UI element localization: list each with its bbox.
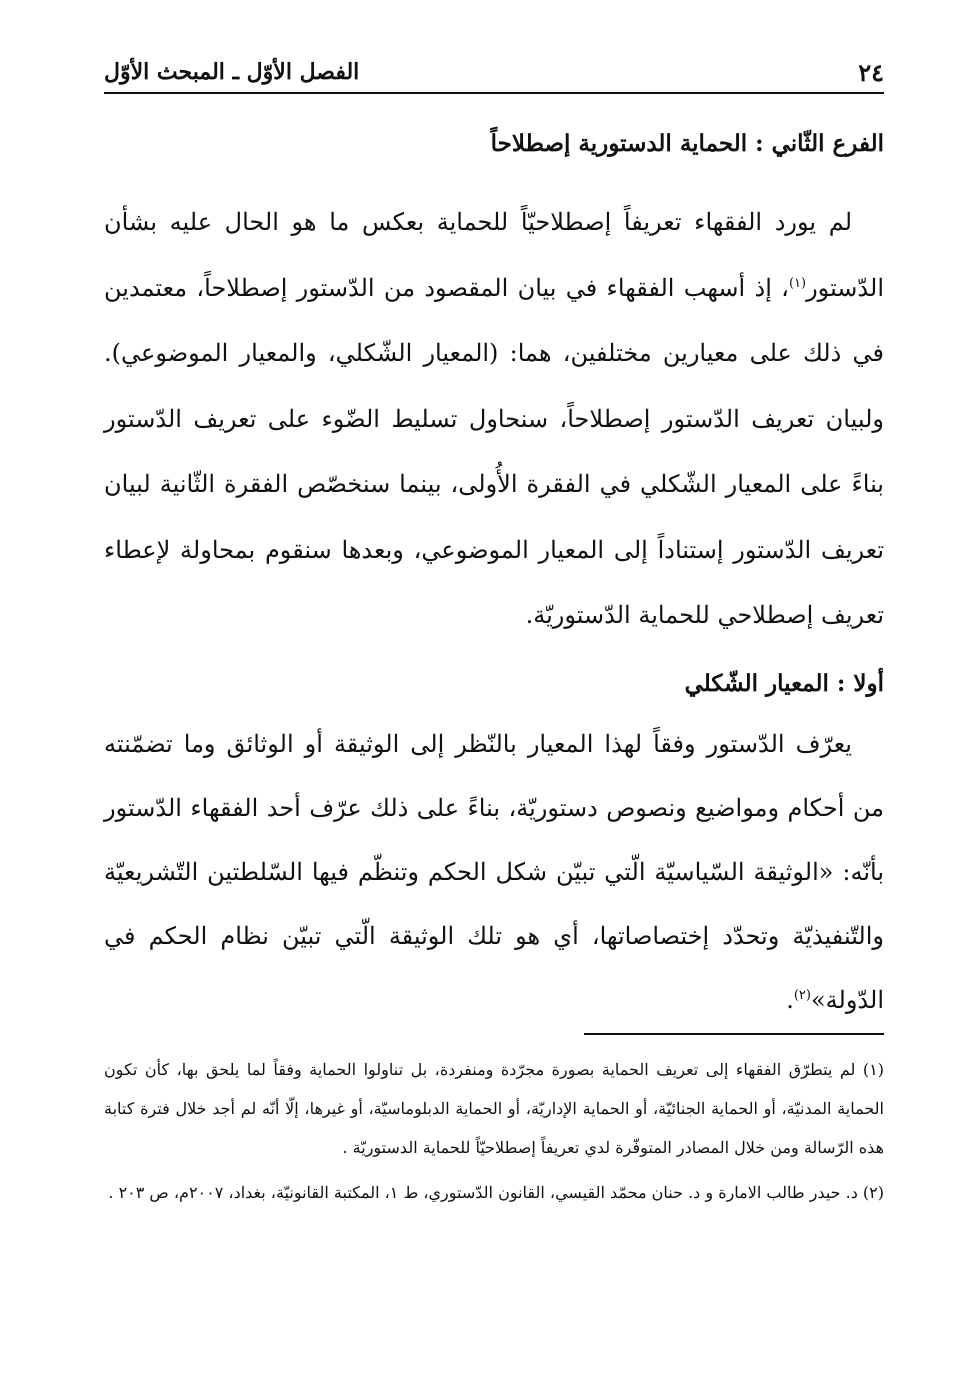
footnote-1: (١) لم يتطرّق الفقهاء إلى تعريف الحماية بصورة مجرّدة ومنفردة، بل تناولوا الحماية وفقاً لما يلحق بها، كأن تكون الحماية المدنيّة، أو الحماية الجنائيّة، أو الحماية الإداريّة، أو الحماية الدبلوماسيّة، أو غيرها، إلّا أنّه لم أجد خلال فترة كتابة هذه الرّسالة ومن خلال المصادر المتوفّرة لدي تعريفاً إصطلاحيّاً للحماية الدستوريّة . xyxy=(104,1060,885,1157)
paragraph-2-text: يعرّف الدّستور وفقاً لهذا المعيار بالنّظر إلى الوثيقة أو الوثائق وما تضمّنته من أحكام ومواضيع ونصوص دستوريّة، بناءً على ذلك عرّف أحد الفقهاء الدّستور بأنّه: «الوثيقة السّياسيّة الّتي تبيّن شكل الحكم وتنظّم فيها السّلطتين التّشريعيّة والتّنفيذيّة وتحدّد إختصاصاتها، أي هو تلك الوثيقة الّتي تبيّن نظام الحكم في الدّولة» xyxy=(104,730,884,1014)
running-header xyxy=(104,52,884,94)
section-heading: الفرع الثّاني : الحماية الدستورية إصطلاحاً xyxy=(490,130,884,157)
footnotes xyxy=(104,1050,884,1218)
page-number: ٢٤ xyxy=(858,57,884,87)
footnote-ref-1[interactable]: (١) xyxy=(788,275,807,291)
footnote-ref-2[interactable]: (٢) xyxy=(793,988,811,1003)
paragraph-1-text: لم يورد الفقهاء تعريفاً إصطلاحيّاً للحماية بعكس ما هو الحال عليه بشأن الدّستور xyxy=(104,208,884,302)
section-paragraph xyxy=(104,190,884,649)
chapter-title: الفصل الأوّل ـ المبحث الأوّل xyxy=(104,59,360,85)
paragraph-1-continuation: ، إذ أسهب الفقهاء في بيان المقصود من الدّستور إصطلاحاً، معتمدين في ذلك على معيارين مختلفين، هما: (المعيار الشّكلي، والمعيار الموضوعي). ولبيان تعريف الدّستور إصطلاحاً، سنحاول تسليط الضّوء على تعريف الدّستور بناءً على المعيار الشّكلي في الفقرة الأُولى، بينما سنخصّص الفقرة الثّانية لبيان تعريف الدّستور إستناداً إلى المعيار الموضوعي، وبعدها سنقوم بمحاولة لإعطاء تعريف إصطلاحي للحماية الدّستوريّة. xyxy=(104,273,884,629)
document-page xyxy=(104,0,884,1395)
subsection-heading: أولا : المعيار الشّكلي xyxy=(684,670,884,697)
footnote-2: (٢) د. حيدر طالب الامارة و د. حنان محمّد القيسي، القانون الدّستوري، ط ١، المكتبة القانونيّة، بغداد، ٢٠٠٧م، ص ٢٠٣ . xyxy=(108,1183,884,1202)
footnote-separator xyxy=(584,1033,884,1035)
subsection-paragraph xyxy=(104,712,884,1032)
paragraph-2-end: . xyxy=(786,986,794,1014)
